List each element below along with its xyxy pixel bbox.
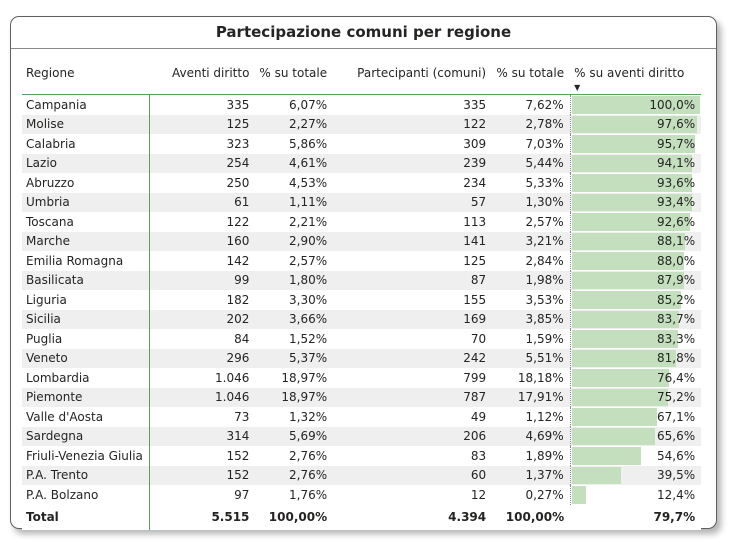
cell-pct-aventi — [570, 310, 701, 330]
cell-partecipanti: 113 — [463, 214, 487, 229]
cell-pct-totale-1: 1,32% — [289, 409, 328, 424]
column-header-regione[interactable]: Regione — [22, 51, 149, 95]
cell-pct-totale-1: 2,27% — [255, 115, 333, 135]
cell-aventi-diritto: 142 — [226, 253, 250, 268]
cell-pct-aventi — [570, 290, 701, 310]
cell-pct-totale-2: 5,51% — [492, 349, 570, 369]
table-row[interactable] — [22, 466, 701, 486]
cell-pct-totale-2: 7,03% — [525, 136, 564, 151]
cell-regione: Valle d'Aosta — [22, 407, 149, 427]
cell-pct-aventi — [570, 368, 701, 388]
cell-regione: Basilicata — [22, 271, 149, 291]
cell-pct-aventi-value: 75,2% — [657, 390, 696, 405]
table-row[interactable] — [22, 271, 701, 291]
cell-partecipanti: 57 — [333, 193, 492, 213]
cell-regione: Friuli-Venezia Giulia — [22, 446, 149, 466]
cell-regione: Veneto — [22, 349, 149, 369]
cell-pct-totale-1: 3,66% — [255, 310, 333, 330]
column-header-pct-totale-1[interactable]: % su totale — [255, 51, 333, 95]
cell-aventi-diritto: 254 — [149, 154, 255, 174]
cell-pct-aventi-value: 87,9% — [657, 273, 696, 288]
cell-regione: Calabria — [22, 134, 149, 154]
cell-pct-aventi — [570, 154, 701, 174]
cell-pct-aventi-value: 100,0% — [649, 97, 696, 112]
table-row[interactable] — [22, 154, 701, 174]
cell-aventi-diritto: 160 — [149, 232, 255, 252]
cell-pct-totale-2: 7,62% — [525, 97, 564, 112]
cell-partecipanti: 141 — [333, 232, 492, 252]
cell-pct-aventi — [570, 212, 701, 232]
cell-pct-aventi — [570, 232, 701, 252]
cell-aventi-diritto: 99 — [149, 271, 255, 291]
cell-partecipanti: 242 — [333, 349, 492, 369]
cell-regione: Lazio — [22, 154, 149, 174]
cell-regione: Puglia — [22, 329, 149, 349]
table-row[interactable] — [22, 212, 701, 232]
table-row[interactable] — [22, 134, 701, 154]
cell-pct-totale-1: 3,30% — [289, 292, 328, 307]
cell-pct-totale-2: 1,59% — [525, 331, 564, 346]
cell-regione: Sardegna — [22, 427, 149, 447]
cell-pct-totale-1: 1,11% — [255, 193, 333, 213]
cell-pct-totale-2: 5,33% — [525, 175, 564, 190]
cell-pct-totale-1: 5,69% — [255, 427, 333, 447]
cell-pct-aventi-value: 88,1% — [657, 234, 696, 249]
cell-aventi-diritto: 323 — [226, 136, 250, 151]
cell-pct-aventi-value: 92,6% — [657, 214, 696, 229]
cell-pct-aventi — [570, 251, 701, 271]
cell-aventi-diritto: 84 — [234, 331, 250, 346]
cell-pct-totale-1: 6,07% — [289, 97, 328, 112]
cell-aventi-diritto: 314 — [149, 427, 255, 447]
cell-pct-aventi — [570, 427, 701, 447]
cell-pct-aventi — [570, 407, 701, 427]
table-row[interactable] — [22, 290, 701, 310]
cell-partecipanti: 309 — [463, 136, 487, 151]
cell-pct-totale-1: 2,90% — [255, 232, 333, 252]
cell-aventi-diritto: 152 — [226, 448, 250, 463]
total-label: Total — [22, 505, 149, 530]
total-partecipanti: 4.394 — [333, 505, 492, 530]
column-header-pct-aventi[interactable] — [570, 51, 701, 95]
cell-aventi-diritto: 97 — [234, 487, 250, 502]
cell-aventi-diritto: 335 — [226, 97, 250, 112]
table-row[interactable] — [22, 388, 701, 408]
table-row[interactable] — [22, 427, 701, 447]
cell-pct-aventi-value: 94,1% — [657, 156, 696, 171]
cell-aventi-diritto: 125 — [149, 115, 255, 135]
cell-pct-aventi-value: 54,6% — [657, 448, 696, 463]
cell-pct-totale-1: 5,86% — [289, 136, 328, 151]
cell-partecipanti: 234 — [463, 175, 487, 190]
total-aventi: 5.515 — [149, 505, 255, 530]
cell-partecipanti: 155 — [463, 292, 487, 307]
cell-aventi-diritto: 122 — [226, 214, 250, 229]
cell-regione: Toscana — [22, 212, 149, 232]
cell-pct-aventi-value: 83,3% — [657, 331, 696, 346]
table-row[interactable] — [22, 446, 701, 466]
cell-aventi-diritto: 152 — [149, 466, 255, 486]
cell-pct-aventi — [570, 115, 701, 135]
table-row[interactable] — [22, 251, 701, 271]
cell-pct-totale-1: 18,97% — [255, 388, 333, 408]
cell-pct-aventi-value: 95,7% — [657, 136, 696, 151]
cell-pct-aventi — [570, 271, 701, 291]
table-row[interactable] — [22, 407, 701, 427]
table-row[interactable] — [22, 193, 701, 213]
cell-partecipanti: 799 — [463, 370, 487, 385]
cell-pct-aventi-value: 83,7% — [657, 312, 696, 327]
cell-pct-totale-2: 3,85% — [492, 310, 570, 330]
cell-partecipanti: 122 — [333, 115, 492, 135]
cell-aventi-diritto: 296 — [149, 349, 255, 369]
table-row[interactable] — [22, 485, 701, 505]
cell-pct-totale-2: 18,18% — [517, 370, 564, 385]
cell-pct-totale-1: 5,37% — [255, 349, 333, 369]
cell-pct-aventi — [570, 485, 701, 505]
cell-regione: Abruzzo — [22, 173, 149, 193]
table-row[interactable] — [22, 349, 701, 369]
cell-pct-totale-2: 0,27% — [525, 487, 564, 502]
cell-partecipanti: 335 — [463, 97, 487, 112]
column-header-aventi-diritto[interactable]: Aventi diritto — [149, 51, 255, 95]
cell-regione: Campania — [22, 95, 149, 115]
cell-pct-totale-1: 1,80% — [255, 271, 333, 291]
cell-partecipanti: 787 — [333, 388, 492, 408]
cell-aventi-diritto: 61 — [149, 193, 255, 213]
cell-partecipanti: 70 — [470, 331, 487, 346]
cell-pct-aventi — [570, 193, 701, 213]
cell-pct-totale-2: 3,53% — [525, 292, 564, 307]
total-pct-totale-1: 100,00% — [255, 505, 333, 530]
cell-pct-aventi-value: 93,4% — [657, 195, 696, 210]
cell-pct-aventi — [570, 173, 701, 193]
cell-pct-aventi — [570, 388, 701, 408]
cell-pct-totale-1: 2,76% — [289, 448, 328, 463]
cell-pct-aventi — [570, 134, 701, 154]
cell-pct-totale-1: 2,21% — [289, 214, 328, 229]
cell-partecipanti: 239 — [333, 154, 492, 174]
table-visual — [10, 16, 717, 529]
cell-regione: Marche — [22, 232, 149, 252]
cell-pct-totale-1: 1,52% — [289, 331, 328, 346]
cell-regione: Molise — [22, 115, 149, 135]
cell-pct-totale-1: 2,76% — [255, 466, 333, 486]
cell-pct-aventi — [570, 95, 701, 115]
cell-pct-totale-2: 17,91% — [492, 388, 570, 408]
header-row — [22, 51, 701, 95]
cell-pct-totale-1: 4,53% — [289, 175, 328, 190]
cell-aventi-diritto: 202 — [149, 310, 255, 330]
cell-pct-aventi — [570, 466, 701, 486]
cell-pct-totale-2: 2,78% — [492, 115, 570, 135]
cell-partecipanti: 169 — [333, 310, 492, 330]
cell-partecipanti: 12 — [470, 487, 487, 502]
cell-pct-totale-1: 1,76% — [289, 487, 328, 502]
cell-pct-aventi-value: 67,1% — [657, 409, 696, 424]
region-table — [22, 51, 701, 530]
cell-pct-totale-2: 2,84% — [525, 253, 564, 268]
title-divider — [11, 48, 716, 49]
cell-pct-aventi-value: 81,8% — [657, 351, 696, 366]
table-row[interactable] — [22, 115, 701, 135]
cell-pct-totale-2: 1,12% — [525, 409, 564, 424]
total-row — [22, 505, 701, 530]
cell-pct-aventi-value: 12,4% — [657, 487, 696, 502]
cell-regione: Emilia Romagna — [22, 251, 149, 271]
cell-regione: Liguria — [22, 290, 149, 310]
cell-pct-aventi-value: 65,6% — [657, 429, 696, 444]
cell-regione: Lombardia — [22, 368, 149, 388]
cell-pct-totale-2: 1,30% — [492, 193, 570, 213]
visual-title: Partecipazione comuni per regione — [215, 23, 512, 41]
cell-pct-aventi-value: 93,6% — [657, 175, 696, 190]
table-row[interactable] — [22, 310, 701, 330]
cell-partecipanti: 49 — [470, 409, 487, 424]
cell-pct-aventi-value: 76,4% — [657, 370, 696, 385]
cell-partecipanti: 125 — [463, 253, 487, 268]
table-row[interactable] — [22, 368, 701, 388]
cell-pct-totale-2: 5,44% — [492, 154, 570, 174]
cell-regione: Sicilia — [22, 310, 149, 330]
cell-pct-totale-2: 2,57% — [525, 214, 564, 229]
cell-pct-aventi-value: 97,6% — [657, 117, 696, 132]
cell-pct-totale-2: 3,21% — [492, 232, 570, 252]
cell-pct-aventi — [570, 446, 701, 466]
cell-aventi-diritto: 1.046 — [215, 370, 250, 385]
total-pct-totale-2: 100,00% — [492, 505, 570, 530]
cell-pct-totale-1: 18,97% — [281, 370, 328, 385]
cell-aventi-diritto: 250 — [226, 175, 250, 190]
cell-pct-totale-1: 2,57% — [289, 253, 328, 268]
cell-aventi-diritto: 182 — [226, 292, 250, 307]
cell-partecipanti: 87 — [333, 271, 492, 291]
column-header-pct-totale-2[interactable]: % su totale — [492, 51, 570, 95]
cell-regione: Umbria — [22, 193, 149, 213]
cell-pct-totale-2: 1,89% — [525, 448, 564, 463]
table-row[interactable] — [22, 232, 701, 252]
cell-pct-aventi — [570, 349, 701, 369]
cell-pct-aventi-value: 88,0% — [657, 253, 696, 268]
column-header-partecipanti[interactable]: Partecipanti (comuni) — [333, 51, 492, 95]
column-header-pct-aventi-label: % su aventi diritto — [574, 65, 685, 80]
sort-desc-icon[interactable]: ▼ — [574, 83, 581, 92]
cell-regione: P.A. Trento — [22, 466, 149, 486]
cell-aventi-diritto: 1.046 — [149, 388, 255, 408]
cell-pct-aventi — [570, 329, 701, 349]
cell-partecipanti: 60 — [333, 466, 492, 486]
cell-pct-aventi-value: 85,2% — [657, 292, 696, 307]
cell-pct-totale-2: 4,69% — [492, 427, 570, 447]
table-row[interactable] — [22, 173, 701, 193]
table-row[interactable] — [22, 95, 701, 115]
cell-partecipanti: 206 — [333, 427, 492, 447]
cell-regione: Piemonte — [22, 388, 149, 408]
cell-pct-totale-2: 1,98% — [492, 271, 570, 291]
cell-aventi-diritto: 73 — [234, 409, 250, 424]
cell-pct-totale-1: 4,61% — [255, 154, 333, 174]
total-pct-aventi: 79,7% — [570, 505, 701, 530]
cell-pct-aventi-value: 39,5% — [657, 468, 696, 483]
table-row[interactable] — [22, 329, 701, 349]
cell-regione: P.A. Bolzano — [22, 485, 149, 505]
cell-partecipanti: 83 — [470, 448, 487, 463]
cell-pct-totale-2: 1,37% — [492, 466, 570, 486]
